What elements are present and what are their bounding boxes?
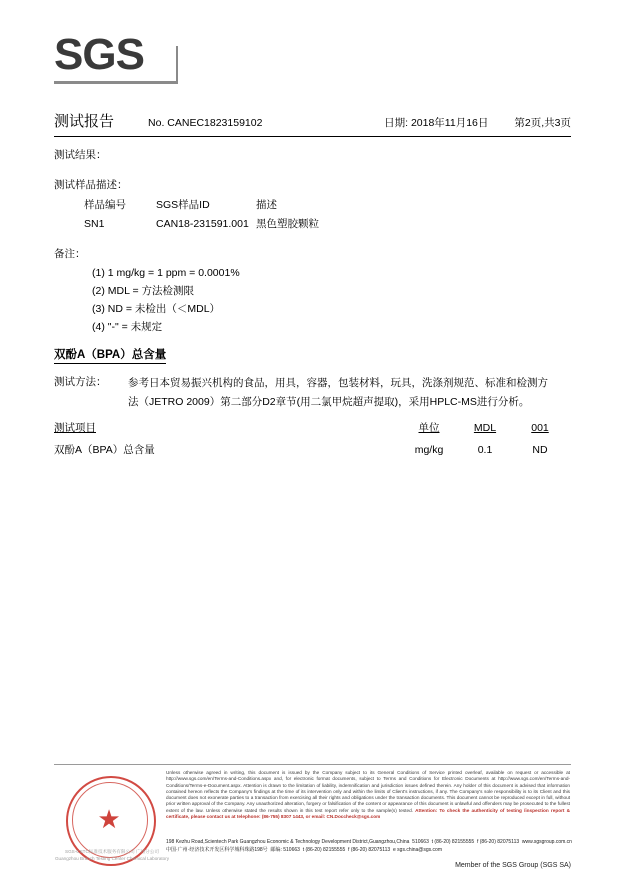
result-col-unit: 单位 bbox=[418, 422, 440, 434]
address-cn: 中国·广州·经济技术开发区科学城科珠路198号 bbox=[166, 847, 268, 853]
sample-table bbox=[84, 197, 396, 231]
result-table-header-row bbox=[54, 420, 571, 438]
list-item: (1) 1 mg/kg = 1 ppm = 0.0001% bbox=[92, 267, 240, 279]
footer-divider bbox=[54, 764, 571, 765]
page-title: 测试报告 bbox=[54, 113, 115, 130]
member-line: Member of the SGS Group (SGS SA) bbox=[455, 862, 571, 869]
result-col-001: 001 bbox=[531, 421, 549, 434]
report-date-label: 日期: bbox=[384, 117, 409, 129]
star-icon: ★ bbox=[97, 804, 121, 834]
report-number bbox=[148, 117, 262, 129]
sample-description-label: 测试样品描述： bbox=[54, 179, 128, 191]
fax-cn: (86-20) 82075113 bbox=[350, 847, 391, 853]
verify-notice: Attention: To check the authenticity of testing /inspection report & certificate, please contact us at telephone: (86-755) 8307 1443, or email: CN.Doccheck@sgs.com bbox=[166, 807, 570, 820]
postcode-en: 510663 bbox=[412, 839, 429, 845]
logo-underline bbox=[54, 81, 176, 84]
tel-en: (86-20) 82155555 bbox=[434, 839, 475, 845]
table-row bbox=[84, 216, 396, 231]
result-spacer-cell bbox=[157, 438, 397, 457]
result-mdl: 0.1 bbox=[477, 443, 493, 456]
company-seal bbox=[54, 772, 170, 868]
fax-en: (86-20) 82075113 bbox=[479, 839, 520, 845]
report-number-label: No. bbox=[148, 117, 165, 129]
sample-col-id: SGS样品ID bbox=[156, 199, 210, 211]
sample-desc: 黑色塑胶颗粒 bbox=[256, 218, 319, 230]
result-col-spacer bbox=[157, 420, 397, 438]
sample-table-header-row bbox=[84, 197, 396, 216]
result-value: ND bbox=[532, 443, 548, 456]
remarks-label: 备注： bbox=[54, 248, 86, 260]
result-col-mdl: MDL bbox=[473, 421, 497, 434]
sgs-logo bbox=[54, 32, 184, 84]
sample-no: SN1 bbox=[84, 217, 105, 230]
result-col-item: 测试项目 bbox=[54, 422, 96, 434]
list-item: (2) MDL = 方法检测限 bbox=[92, 285, 194, 297]
postcode-cn: 510663 bbox=[283, 847, 300, 853]
legal-notice bbox=[166, 770, 570, 820]
seal-caption-cn: SGS-CSTC标准技术服务有限公司 广州分公司 bbox=[65, 849, 159, 854]
address-en: 198 Kezhu Road,Scientech Park Guangzhou Economic & Technology Development District,Guangzhou,China bbox=[166, 839, 410, 845]
logo-tick bbox=[176, 46, 178, 84]
result-unit: mg/kg bbox=[414, 443, 444, 456]
seal-caption-en: Guangzhou Branch Testing Center Chemical Laboratory bbox=[54, 856, 170, 861]
method-text: 参考日本贸易振兴机构的食品，用具，容器，包装材料，玩具，洗涤剂规范、标准和检测方法（JETRO 2009）第二部分D2章节(用二氯甲烷超声提取)，采用HPLC-MS进行分析。 bbox=[128, 377, 548, 408]
remarks-list bbox=[92, 264, 240, 336]
header-divider bbox=[54, 136, 571, 137]
list-item: (3) ND = 未检出（＜MDL） bbox=[92, 303, 221, 315]
result-table bbox=[54, 420, 571, 457]
email: sgs.china@sgs.com bbox=[397, 847, 442, 853]
results-label: 测试结果： bbox=[54, 149, 107, 161]
report-header-row bbox=[54, 110, 571, 131]
footer-address bbox=[166, 838, 570, 854]
logo-text: SGS bbox=[54, 30, 144, 79]
report-date bbox=[384, 115, 488, 130]
sample-col-desc: 描述 bbox=[256, 199, 277, 211]
page-number: 第2页,共3页 bbox=[514, 117, 571, 129]
website: www.sgsgroup.com.cn bbox=[521, 839, 572, 845]
report-date-value: 2018年11月16日 bbox=[410, 117, 489, 129]
legal-text: Unless otherwise agreed in writing, this document is issued by the Company subject to its General Conditions of Service printed overleaf, available on request or accessible at http://www.sgs.com/en/Terms-and-Conditions.aspx and, for electronic format documents, subject to Terms and Conditions for Electronic Documents at http://www.sgs.com/en/Terms-and-Conditions/Terms-e-Document.aspx. Attention is drawn to the limitation of liability, indemnification and jurisdiction issues defined therein. Any holder of this document is advised that information contained hereon reflects the Company's findings at the time of its intervention only and within the limits of Client's instructions, if any. The Company's sole responsibility is to its Client and this document does not exonerate parties to a transaction from exercising all their rights and obligations under the transaction documents. This document cannot be reproduced except in full, without prior written approval of the Company. Any unauthorized alteration, forgery or falsification of the content or appearance of this document is unlawful and offenders may be prosecuted to the fullest extent of the law. Unless otherwise stated the results shown in this test report refer only to the sample(s) tested. bbox=[166, 770, 570, 813]
table-row bbox=[54, 438, 571, 457]
address-cn-row: 中国·广州·经济技术开发区科学城科珠路198号 邮编: 510663 t (86-20) 82155555 f (86-20) 82075113 e sgs.china@sgs.com bbox=[166, 847, 442, 853]
sample-id: CAN18-231591.001 bbox=[156, 217, 249, 230]
sample-col-no: 样品编号 bbox=[84, 199, 126, 211]
tel-cn: (86-20) 82155555 bbox=[305, 847, 346, 853]
seal-caption bbox=[52, 848, 172, 862]
report-number-value: CANEC1823159102 bbox=[167, 117, 263, 129]
method-label: 测试方法： bbox=[54, 376, 107, 388]
list-item: (4) "-" = 未规定 bbox=[92, 321, 163, 333]
result-item-name: 双酚A（BPA）总含量 bbox=[54, 444, 155, 456]
address-en-row: 198 Kezhu Road,Scientech Park Guangzhou Economic & Technology Development District,Guangzhou,China 510663 t (86-20) 82155555 f (86-20) 82075113 www.sgsgroup.com.cn bbox=[166, 839, 572, 845]
postcode-cn-label: 邮编: bbox=[270, 847, 282, 853]
section-heading: 双酚A（BPA）总含量 bbox=[54, 346, 166, 364]
